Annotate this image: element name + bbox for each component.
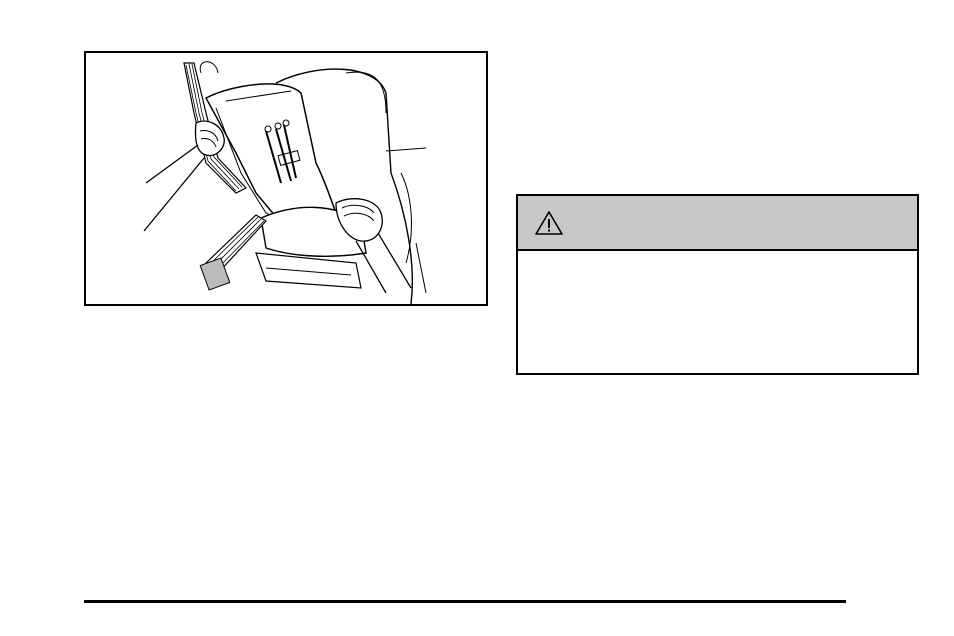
caution-header <box>518 196 917 251</box>
footer-rule <box>84 600 846 603</box>
warning-triangle-icon <box>534 210 564 236</box>
child-seat-installation-drawing <box>86 53 486 304</box>
caution-box <box>516 194 919 375</box>
child-seat-illustration <box>84 51 488 306</box>
